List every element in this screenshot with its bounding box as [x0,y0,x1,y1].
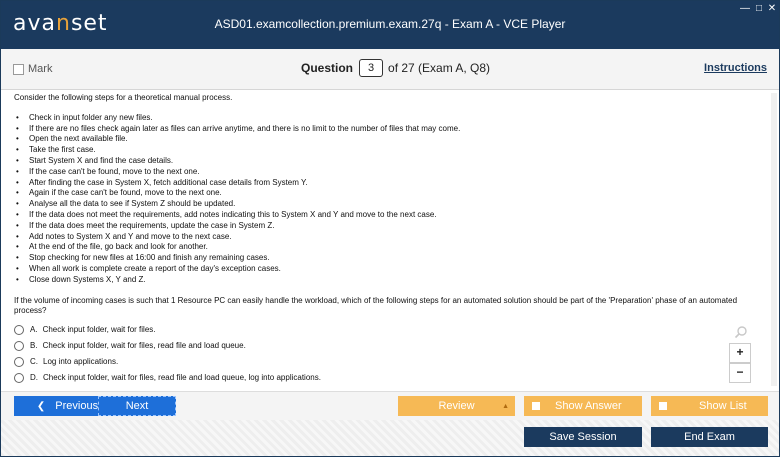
review-label: Review [438,400,475,412]
previous-label: Previous [55,400,99,412]
footer-bar [1,420,779,456]
maximize-icon[interactable]: □ [755,3,763,14]
app-logo: avanset [13,11,108,36]
question-count: of 27 (Exam A, Q8) [388,61,491,75]
option-text: Check input folder, wait for files. [42,324,156,334]
window-title: ASD01.examcollection.premium.exam.27q - Exam A - VCE Player [214,17,566,31]
answer-option-d[interactable] [14,370,766,386]
list-item: • If the data does not meet the requirements, add notes indicating this to System X and Y and move to the next case. [14,210,766,221]
checkbox-icon [659,402,667,410]
list-item: • If there are no files check again later as files can arrive anytime, and there is no limit to the number of files that may come. [14,124,766,135]
option-letter: D. [30,372,38,382]
list-item: • After finding the case in System X, fetch additional case details from System Y. [14,178,766,189]
radio-icon[interactable] [14,373,24,383]
zoom-out-button[interactable]: − [729,363,751,383]
next-button[interactable] [98,396,176,416]
answer-option-c[interactable] [14,354,766,370]
show-list-label: Show List [699,400,747,412]
list-item: • Stop checking for new files at 16:00 and finish any remaining cases. [14,253,766,264]
content-scrollbar[interactable] [771,93,777,386]
intro-text: Consider the following steps for a theoretical manual process. [14,93,233,102]
list-item: • When all work is complete create a report of the day's exception cases. [14,264,766,275]
list-item: • Take the first case. [14,145,766,156]
close-icon[interactable]: ✕ [767,3,777,14]
checkbox-icon [13,64,24,75]
chevron-up-icon: ▲ [502,402,509,410]
title-bar [1,1,779,49]
steps-list [14,113,766,286]
option-letter: C. [30,356,38,366]
question-bar [1,49,779,90]
question-content [14,93,766,386]
show-answer-label: Show Answer [555,400,622,412]
show-list-button[interactable] [651,396,768,416]
question-navigator [301,59,490,77]
answer-option-a[interactable] [14,322,766,338]
question-text: If the volume of incoming cases is such that 1 Resource PC can easily handle the workload, which of the following steps for an automated solution should be part of the 'Preparation' phase of an automated process? [14,295,738,316]
list-item: • If the data does meet the requirements, update the case in System Z. [14,221,766,232]
radio-icon[interactable] [14,357,24,367]
mark-checkbox[interactable] [13,63,52,75]
list-item: • Add notes to System X and Y and move to the next case. [14,232,766,243]
show-answer-button[interactable] [524,396,642,416]
radio-icon[interactable] [14,341,24,351]
chevron-left-icon: ❮ [36,400,46,412]
list-item: • Open the next available file. [14,134,766,145]
question-label: Question [301,61,354,75]
answer-option-b[interactable] [14,338,766,354]
list-item: • Start System X and find the case details. [14,156,766,167]
list-item: • Again if the case can't be found, move to the next one. [14,188,766,199]
magnifier-icon [734,325,748,342]
action-bar [1,391,779,420]
next-label: Next [125,400,149,412]
review-button[interactable] [398,396,515,416]
option-text: Check input folder, wait for files, read file and load queue. [42,340,246,350]
option-text: Check input folder, wait for files, read file and load queue, log into applications. [43,372,321,382]
list-item: • At the end of the file, go back and look for another. [14,242,766,253]
list-item: • If the case can't be found, move to the next one. [14,167,766,178]
list-item: • Check in input folder any new files. [14,113,766,124]
option-letter: B. [30,340,38,350]
list-item: • Analyse all the data to see if System Z should be updated. [14,199,766,210]
mark-label: Mark [28,63,53,75]
minimize-icon[interactable]: — [740,3,750,14]
radio-icon[interactable] [14,325,24,335]
option-letter: A. [30,324,38,334]
zoom-in-button[interactable]: + [729,343,751,363]
end-exam-button[interactable]: End Exam [651,427,768,447]
list-item: • Close down Systems X, Y and Z. [14,275,766,286]
option-text: Log into applications. [43,356,119,366]
instructions-link[interactable]: Instructions [704,62,767,74]
checkbox-icon [532,402,540,410]
save-session-button[interactable]: Save Session [524,427,642,447]
question-number-input[interactable]: 3 [359,59,383,77]
